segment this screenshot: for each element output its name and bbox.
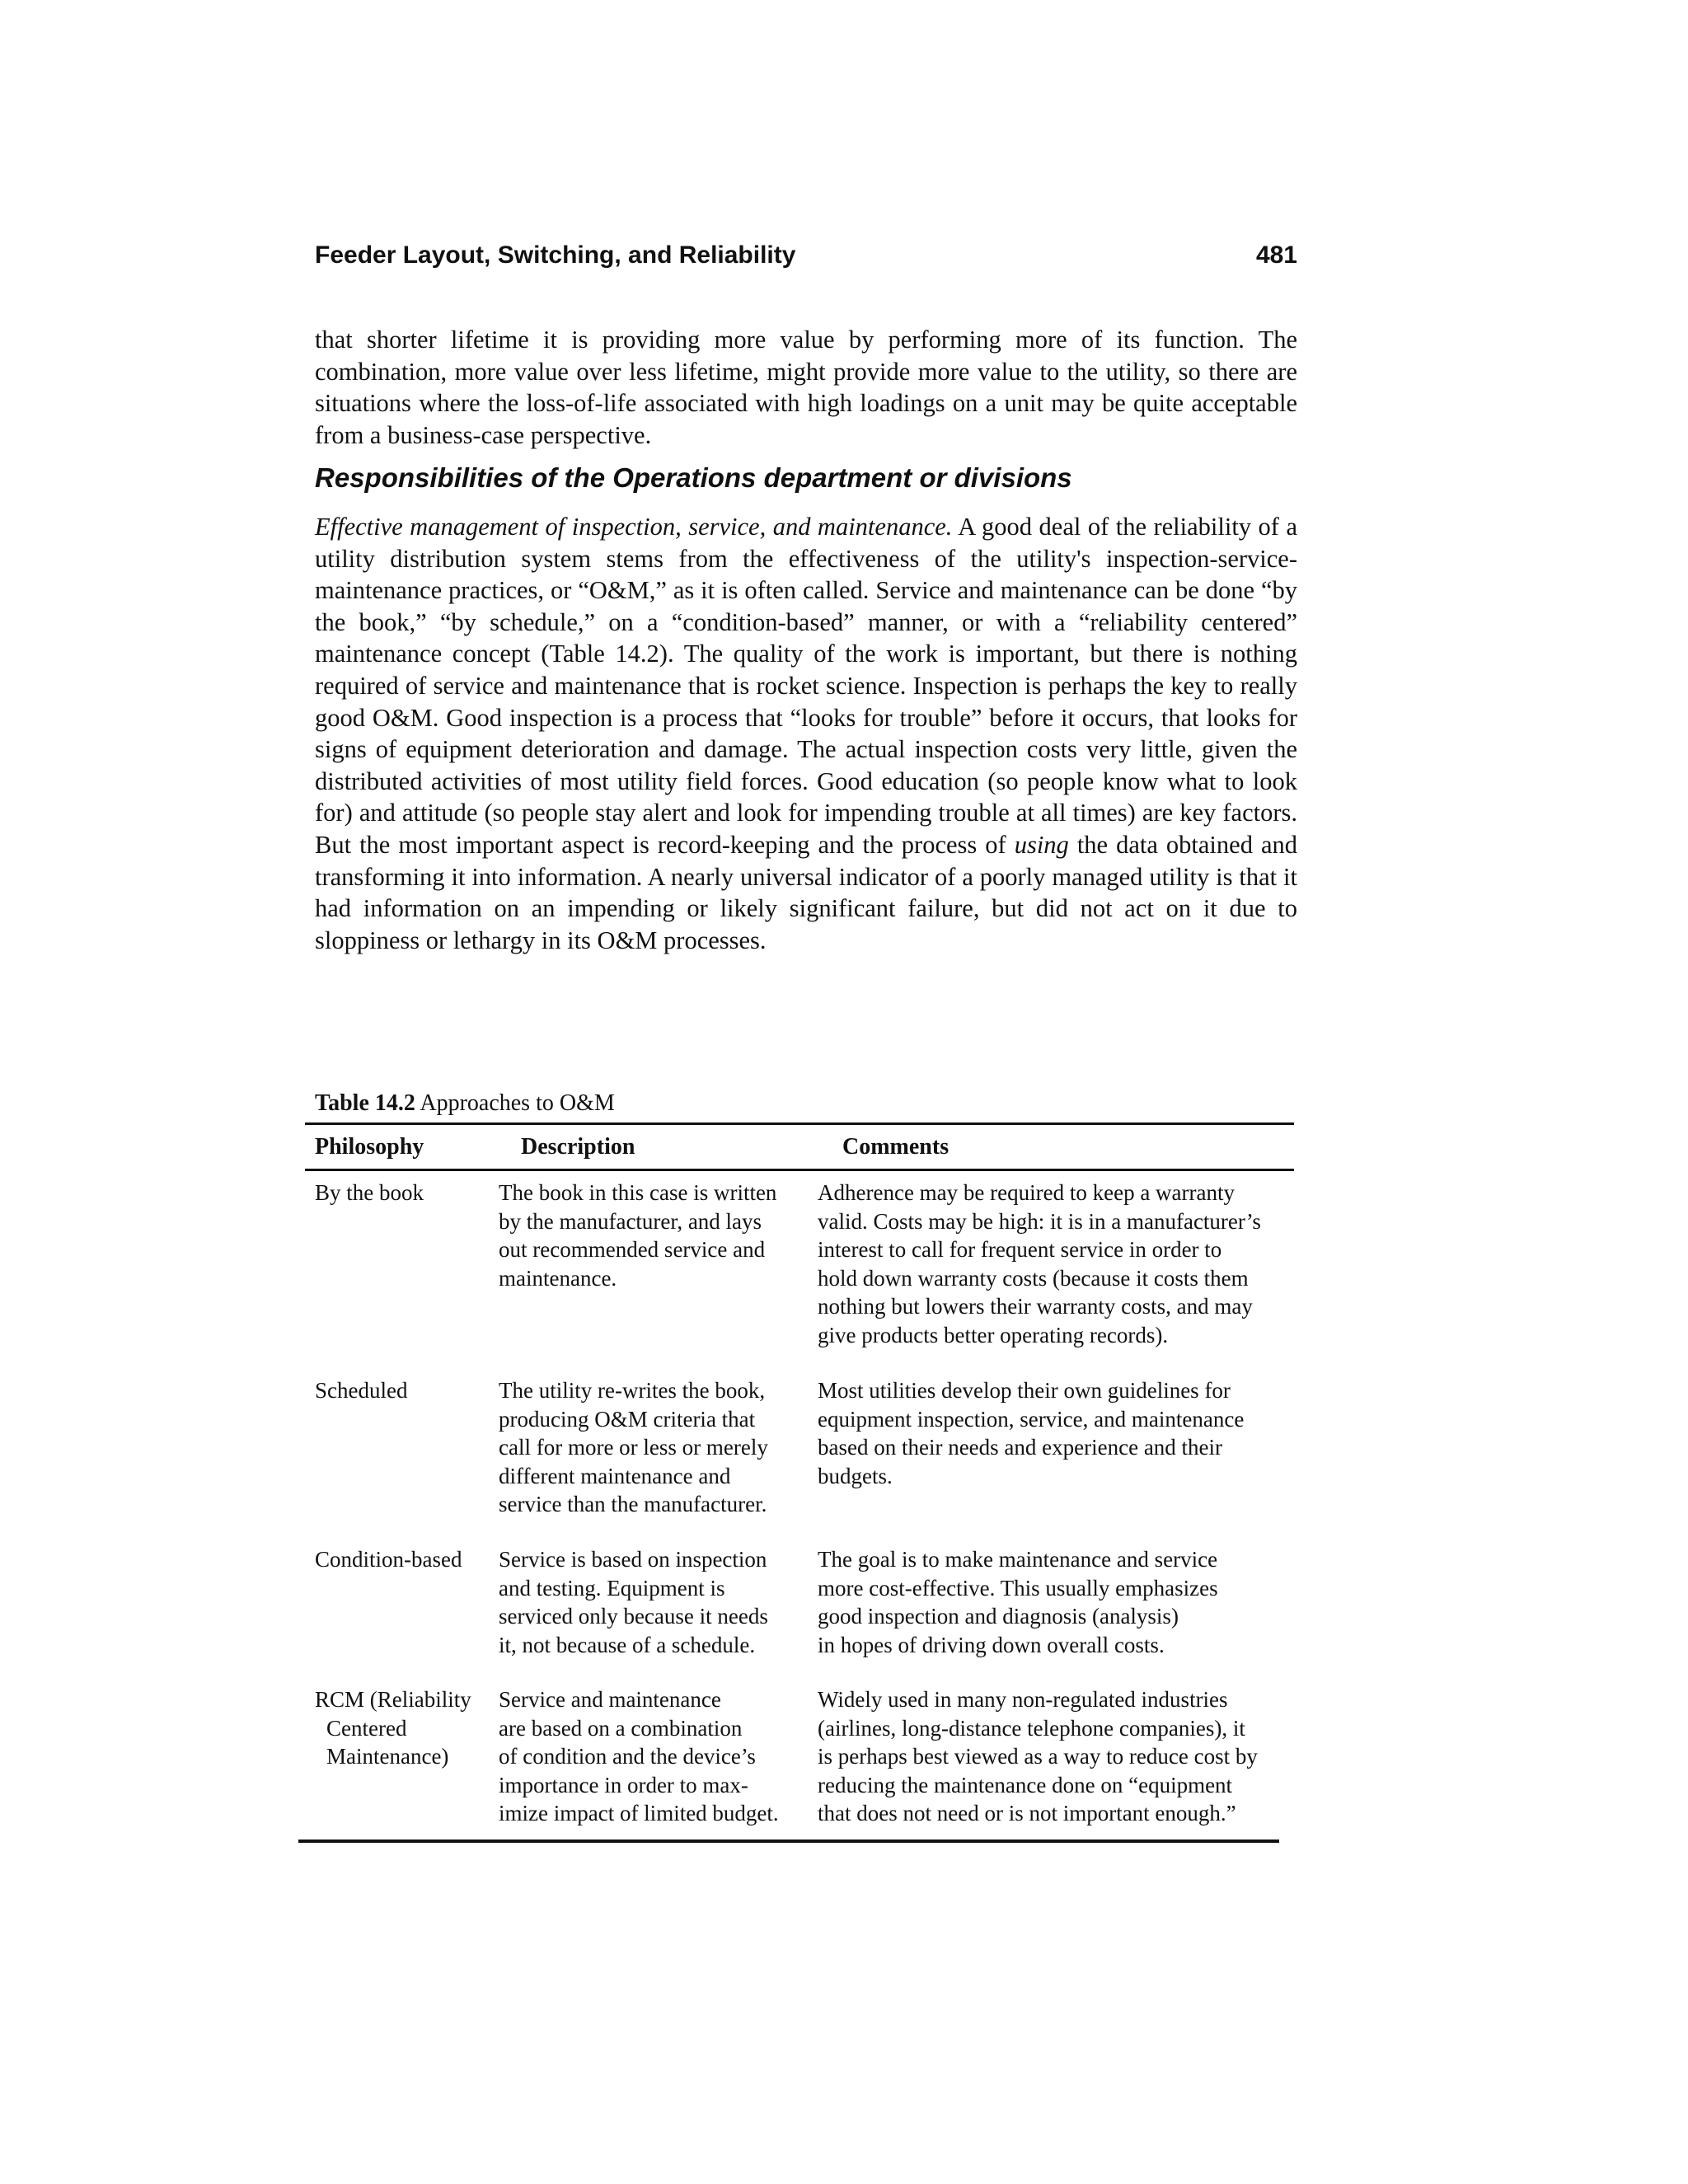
cell-line: maintenance.	[499, 1265, 617, 1291]
table-cell-philosophy	[315, 1545, 500, 1574]
cell-line: service than the manufacturer.	[499, 1492, 767, 1516]
table-cell-description	[499, 1179, 816, 1292]
table-caption-text: Approaches to O&M	[415, 1090, 615, 1116]
cell-line: in hopes of driving down overall costs.	[818, 1632, 1165, 1657]
cell-line: give products better operating records).	[818, 1322, 1169, 1347]
cell-line: importance in order to max-	[499, 1772, 748, 1797]
running-head	[315, 241, 1297, 270]
cell-line: more cost-effective. This usually emphasizes	[818, 1575, 1218, 1601]
table-cell-comments	[818, 1179, 1292, 1349]
cell-line: serviced only because it needs	[499, 1604, 768, 1629]
table-header-rule	[305, 1169, 1294, 1171]
chapter-title: Feeder Layout, Switching, and Reliability	[315, 241, 796, 269]
column-header-comments: Comments	[842, 1134, 950, 1160]
cell-line: of condition and the device’s	[499, 1744, 756, 1769]
cell-line: call for more or less or merely	[499, 1435, 768, 1460]
page-number: 481	[1255, 241, 1297, 269]
table-cell-comments	[818, 1545, 1292, 1659]
cell-line: different maintenance and	[499, 1463, 731, 1488]
cell-line: equipment inspection, service, and maintenance	[818, 1406, 1245, 1432]
table-bottom-rule	[298, 1840, 1279, 1843]
cell-line: is perhaps best viewed as a way to reduce cost by	[818, 1744, 1258, 1769]
table-cell-comments	[818, 1685, 1292, 1828]
body-paragraph-2	[315, 511, 1297, 956]
cell-line: reducing the maintenance done on “equipment	[818, 1772, 1233, 1797]
cell-line: Scheduled	[315, 1378, 408, 1403]
emphasized-word: using	[1014, 830, 1069, 859]
cell-line: producing O&M criteria that	[499, 1406, 756, 1432]
cell-line: Centered	[326, 1715, 407, 1741]
cell-line: out recommended service and	[499, 1237, 766, 1262]
cell-line: hold down warranty costs (because it costs them	[818, 1265, 1249, 1291]
cell-line: Adherence may be required to keep a warranty	[818, 1180, 1235, 1205]
column-header-description: Description	[521, 1134, 635, 1160]
cell-line: budgets.	[818, 1463, 893, 1488]
cell-line: are based on a combination	[499, 1715, 743, 1741]
cell-line: Most utilities develop their own guidelines for	[818, 1378, 1231, 1403]
cell-line: imize impact of limited budget.	[499, 1801, 779, 1825]
section-heading: Responsibilities of the Operations department or divisions	[315, 462, 1072, 493]
cell-line: Service and maintenance	[499, 1687, 721, 1712]
column-header-philosophy: Philosophy	[315, 1134, 424, 1160]
cell-line: valid. Costs may be high: it is in a manufacturer’s	[818, 1208, 1261, 1234]
table-cell-description	[499, 1545, 816, 1659]
cell-line: The utility re-writes the book,	[499, 1378, 766, 1403]
table-cell-description	[499, 1376, 816, 1519]
table-cell-comments	[818, 1376, 1292, 1490]
paragraph-text-end: the data obtained and transforming it into information. A nearly universal indicator of a poorly managed utility is that it had information on an impending or likely significant failure, but did not act on it due to sloppiness or lethargy in its O&M processes.	[315, 830, 1297, 954]
cell-line: based on their needs and experience and their	[818, 1435, 1223, 1460]
body-paragraph-1: that shorter lifetime it is providing more value by performing more of its function. The combination, more value over less lifetime, might provide more value to the utility, so there are situations where the loss-of-life associated with high loadings on a unit may be quite acceptable from a business-case perspective.	[315, 326, 1297, 449]
table-cell-philosophy	[315, 1376, 500, 1405]
table-top-rule	[305, 1122, 1294, 1125]
cell-line: RCM (Reliability	[315, 1687, 471, 1712]
cell-line: that does not need or is not important enough.”	[818, 1801, 1236, 1825]
cell-line: it, not because of a schedule.	[499, 1632, 756, 1657]
cell-line: (airlines, long-distance telephone companies), it	[818, 1715, 1245, 1741]
cell-line: Widely used in many non-regulated industries	[818, 1687, 1228, 1712]
cell-line: Condition-based	[315, 1547, 462, 1572]
cell-line: Service is based on inspection	[499, 1547, 767, 1572]
table-cell-description	[499, 1685, 816, 1828]
paragraph-lead-in: Effective management of inspection, service, and maintenance.	[315, 513, 953, 541]
cell-line: interest to call for frequent service in order to	[818, 1237, 1222, 1262]
cell-line: The goal is to make maintenance and service	[818, 1547, 1218, 1572]
cell-line: and testing. Equipment is	[499, 1575, 725, 1601]
cell-line: nothing but lowers their warranty costs, and may	[818, 1294, 1253, 1319]
table-caption	[315, 1090, 615, 1118]
cell-line: By the book	[315, 1180, 424, 1205]
table-cell-philosophy	[315, 1685, 500, 1771]
cell-line: Maintenance)	[326, 1744, 449, 1769]
paragraph-text: A good deal of the reliability of a utility distribution system stems from the effectiveness of the utility's inspection-service-maintenance practices, or “O&M,” as it is often called. Service and maintenance can be done “by the book,” “by schedule,” on a “condition-based” manner, or with a “reliability centered” maintenance concept (Table 14.2). The quality of the work is important, but there is nothing required of service and maintenance that is rocket science. Inspection is perhaps the key to really good O&M. Good inspection is a process that “looks for trouble” before it occurs, that looks for signs of equipment deterioration and damage. The actual inspection costs very little, given the distributed activities of most utility field forces. Good education (so people know what to look for) and attitude (so people stay alert and look for impending trouble at all times) are key factors. But the most important aspect is record-keeping and the process of	[315, 513, 1297, 859]
cell-line: by the manufacturer, and lays	[499, 1208, 762, 1234]
table-caption-label: Table 14.2	[315, 1090, 415, 1116]
table-cell-philosophy	[315, 1179, 500, 1207]
cell-line: The book in this case is written	[499, 1180, 777, 1205]
cell-line: good inspection and diagnosis (analysis)	[818, 1604, 1179, 1629]
